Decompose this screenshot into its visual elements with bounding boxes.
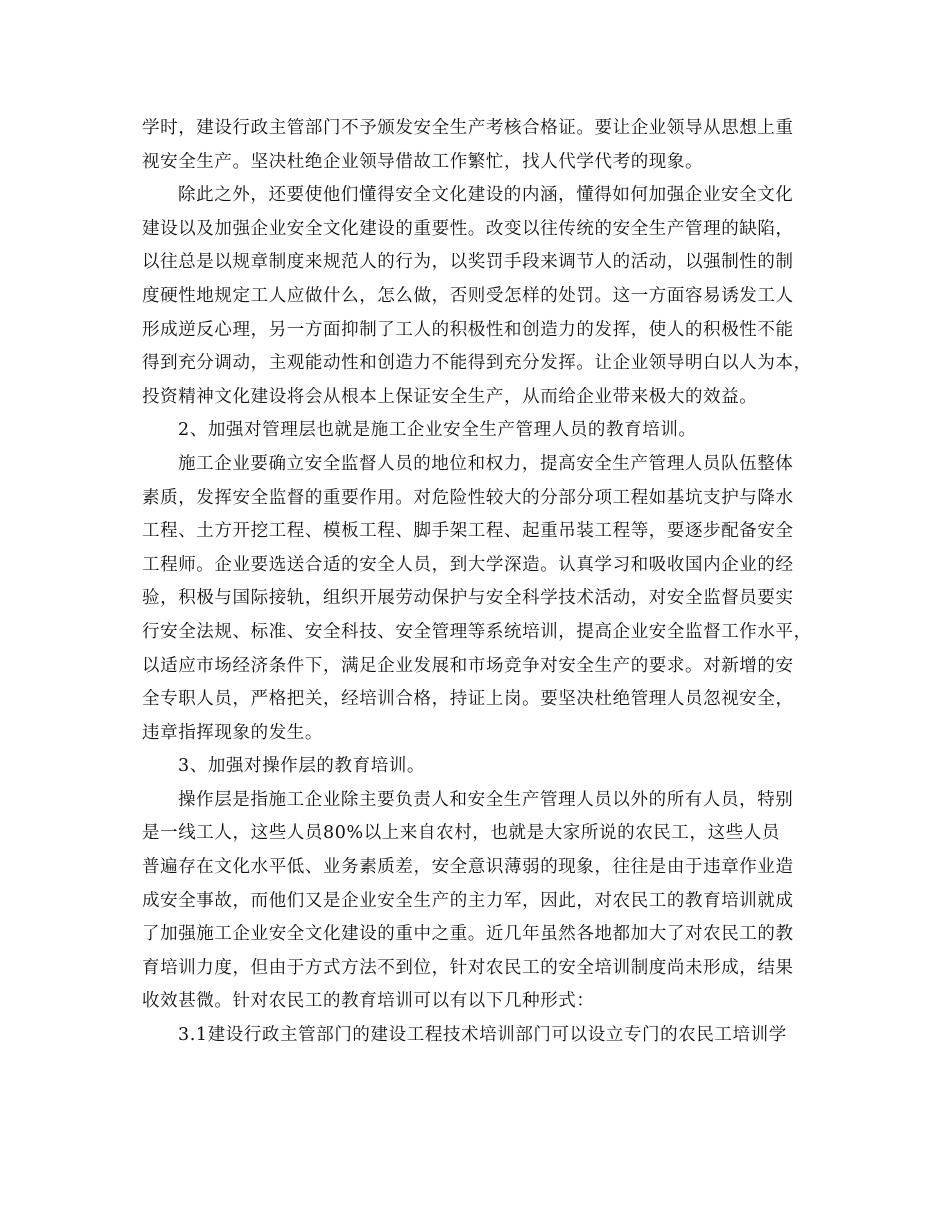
document-body <box>142 112 822 1053</box>
text-line: 是一线工人，这些人员80%以上来自农村，也就是大家所说的农民工，这些人员 <box>142 823 780 844</box>
text-line: 度硬性地规定工人应做什么，怎么做，否则受怎样的处罚。这一方面容易诱发工人 <box>142 285 794 306</box>
text-line: 育培训力度，但由于方式方法不到位，针对农民工的安全培训制度尚未形成，结果 <box>142 957 794 978</box>
text-line: 施工企业要确立安全监督人员的地位和权力，提高安全生产管理人员队伍整体 <box>178 453 794 474</box>
text-line: 以适应市场经济条件下，满足企业发展和市场竞争对安全生产的要求。对新增的安 <box>142 655 794 676</box>
text-line: 工程、土方开挖工程、模板工程、脚手架工程、起重吊装工程等，要逐步配备安全 <box>142 521 794 542</box>
text-line: 以往总是以规章制度来规范人的行为，以奖罚手段来调节人的活动，以强制性的制 <box>142 252 794 273</box>
text-line: 了加强施工企业安全文化建设的重中之重。近几年虽然各地都加大了对农民工的教 <box>142 924 794 945</box>
text-line: 普遍存在文化水平低、业务素质差，安全意识薄弱的现象，往往是由于违章作业造 <box>142 857 794 878</box>
text-line: 视安全生产。坚决杜绝企业领导借故工作繁忙，找人代学代考的现象。 <box>142 151 704 172</box>
text-line: 除此之外，还要使他们懂得安全文化建设的内涵，懂得如何加强企业安全文化 <box>178 185 794 206</box>
text-line: 得到充分调动，主观能动性和创造力不能得到充分发挥。让企业领导明白以人为本， <box>142 353 812 374</box>
text-line: 工程师。企业要选送合适的安全人员，到大学深造。认真学习和吸收国内企业的经 <box>142 554 794 575</box>
section-heading: 3、加强对操作层的教育培训。 <box>178 756 426 777</box>
text-line: 收效甚微。针对农民工的教育培训可以有以下几种形式： <box>142 991 595 1012</box>
text-line: 学时，建设行政主管部门不予颁发安全生产考核合格证。要让企业领导从思想上重 <box>142 118 794 138</box>
subsection-line: 3.1建设行政主管部门的建设工程技术培训部门可以设立专门的农民工培训学 <box>178 1025 787 1046</box>
text-line: 操作层是指施工企业除主要负责人和安全生产管理人员以外的所有人员，特别 <box>178 789 794 810</box>
text-line: 违章指挥现象的发生。 <box>142 722 323 743</box>
text-line: 素质，发挥安全监督的重要作用。对危险性较大的分部分项工程如基坑支护与降水 <box>142 487 794 508</box>
section-heading: 2、加强对管理层也就是施工企业安全生产管理人员的教育培训。 <box>178 420 697 441</box>
text-line: 成安全事故，而他们又是企业安全生产的主力军，因此，对农民工的教育培训就成 <box>142 890 794 911</box>
text-line: 验，积极与国际接轨，组织开展劳动保护与安全科学技术活动，对安全监督员要实 <box>142 588 794 609</box>
text-line: 建设以及加强企业安全文化建设的重要性。改变以往传统的安全生产管理的缺陷， <box>142 218 794 239</box>
text-line: 形成逆反心理，另一方面抑制了工人的积极性和创造力的发挥，使人的积极性不能 <box>142 319 794 340</box>
text-line: 行安全法规、标准、安全科技、安全管理等系统培训，提高企业安全监督工作水平， <box>142 621 812 642</box>
text-line: 全专职人员，严格把关，经培训合格，持证上岗。要坚决杜绝管理人员忽视安全， <box>142 689 794 710</box>
text-line: 投资精神文化建设将会从根本上保证安全生产，从而给企业带来极大的效益。 <box>142 386 758 407</box>
